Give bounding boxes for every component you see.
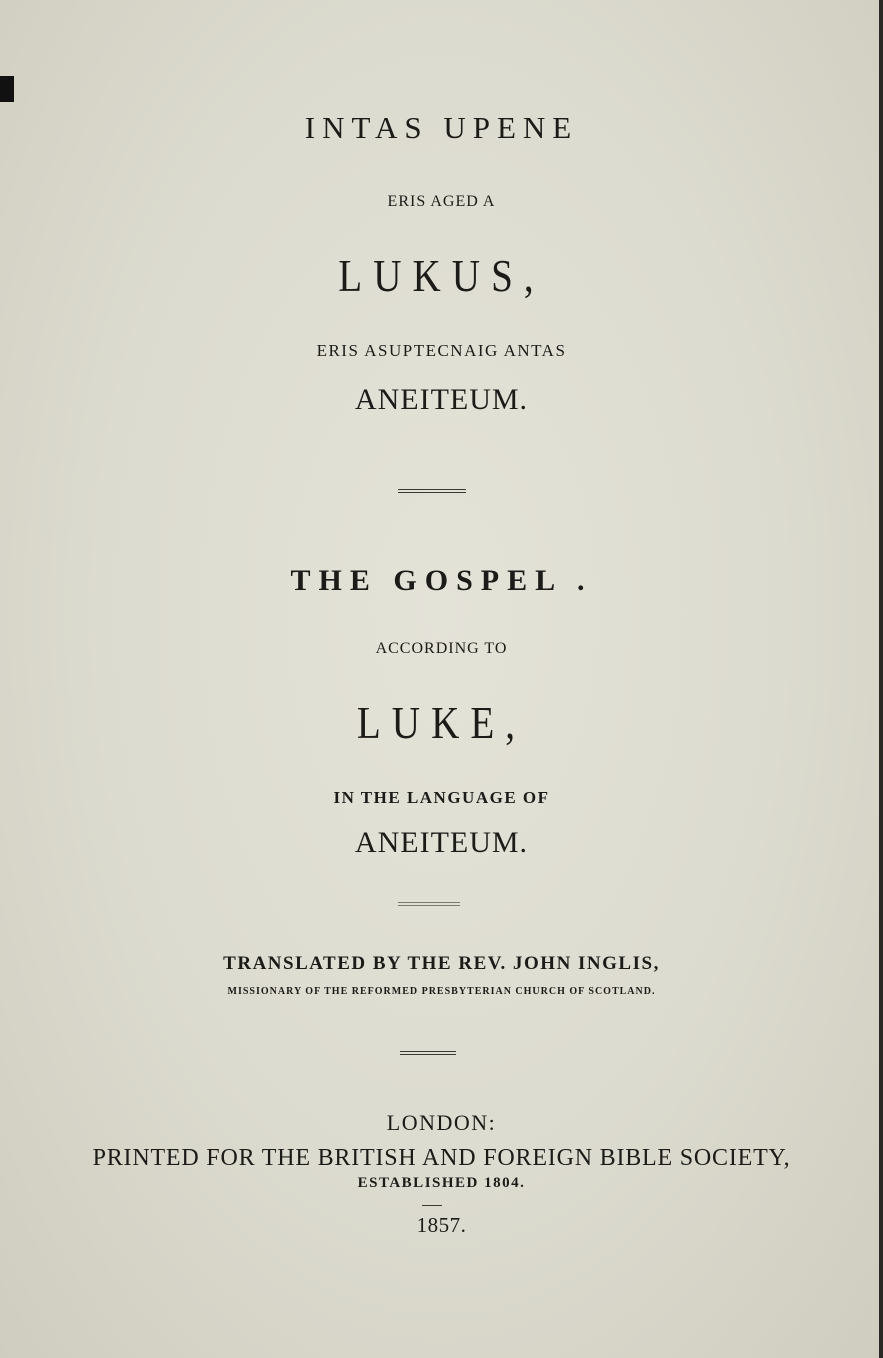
imprint-year: 1857. — [416, 1213, 467, 1237]
english-name: LUKE, — [356, 697, 527, 748]
divider-rule-3 — [400, 1051, 456, 1055]
year-rule — [422, 1205, 442, 1206]
native-subtitle: ERIS AGED A — [387, 193, 496, 210]
imprint-established: ESTABLISHED 1804. — [357, 1175, 526, 1191]
imprint-printer: PRINTED FOR THE BRITISH AND FOREIGN BIBLE SOCIETY, — [92, 1145, 791, 1171]
english-title: THE GOSPEL . — [290, 564, 593, 597]
native-name: LUKUS, — [338, 250, 545, 301]
translator-line: TRANSLATED BY THE REV. JOHN INGLIS, — [223, 953, 660, 974]
imprint-city: LONDON: — [386, 1110, 497, 1135]
native-language-line: ERIS ASUPTECNAIG ANTAS — [316, 341, 567, 360]
native-title: INTAS UPENE — [304, 110, 579, 145]
english-language-line: IN THE LANGUAGE OF — [333, 788, 550, 807]
divider-rule-1 — [398, 489, 466, 493]
english-according: ACCORDING TO — [375, 640, 508, 657]
native-place: ANEITEUM. — [354, 383, 529, 416]
page-edge-mark — [0, 76, 14, 102]
translator-role: MISSIONARY OF THE REFORMED PRESBYTERIAN CHURCH OF SCOTLAND. — [227, 986, 656, 997]
divider-rule-2 — [398, 902, 460, 906]
english-place: ANEITEUM. — [354, 826, 529, 859]
